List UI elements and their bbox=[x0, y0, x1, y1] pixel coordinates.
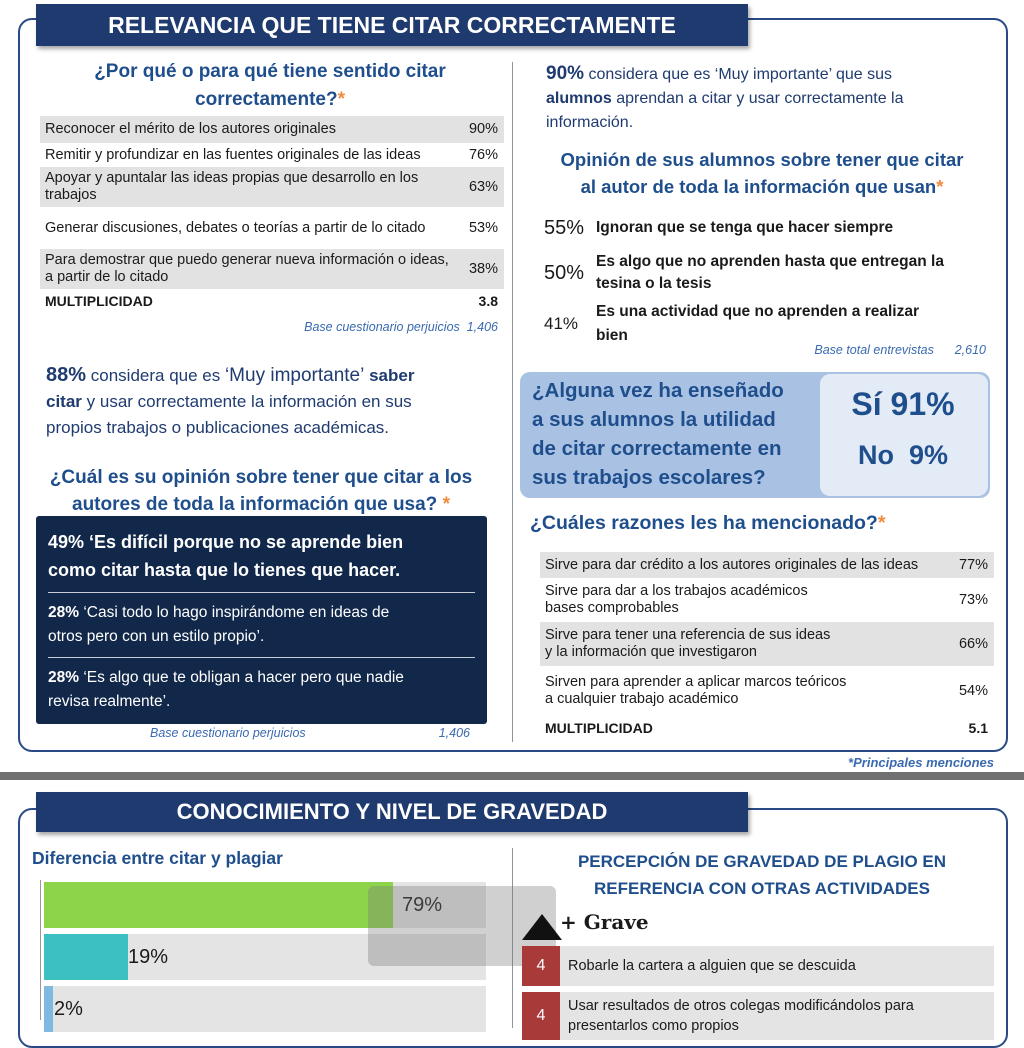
stat-88: 88% considera que es ‘Muy importante’ saber citar y usar correctamente la información en sus propios trabajos o publicaciones académicas. bbox=[46, 364, 415, 437]
section1-divider bbox=[512, 62, 513, 742]
multiplicity-row: MULTIPLICIDAD 3.8 bbox=[45, 292, 498, 309]
q1-table bbox=[40, 116, 504, 313]
bar bbox=[44, 934, 128, 980]
table-row: Sirve para dar crédito a los autores originales de las ideas 77% bbox=[540, 552, 994, 578]
multiplicity-row: MULTIPLICIDAD 5.1 bbox=[545, 719, 988, 736]
reasons-title: ¿Cuáles razones les ha mencionado?* bbox=[530, 512, 886, 534]
table-row: Generar discusiones, debates o teorías a partir de lo citado 53% bbox=[45, 219, 498, 236]
base-note-2: Base cuestionario perjuicios 1,406 bbox=[150, 726, 470, 740]
table-row: Apoyar y apuntalar las ideas propias que desarrollo en los trabajos 63% bbox=[40, 167, 504, 207]
activities-list bbox=[522, 946, 994, 1040]
rank-badge: 4 bbox=[522, 992, 560, 1040]
yes-answer: Sí 91% bbox=[851, 386, 955, 422]
students-opinion-title: Opinión de sus alumnos sobre tener que citar al autor de toda la información que usan* bbox=[560, 149, 964, 197]
table-row: Sirven para aprender a aplicar marcos teóricos a cualquier trabajo académico 54% bbox=[545, 674, 988, 707]
bar bbox=[44, 882, 393, 928]
q1-title: ¿Por qué o para qué tiene sentido citar correctamente?* bbox=[94, 61, 446, 110]
list-item: 50% Es algo que no aprenden hasta que entregan la tesina o la tesis bbox=[544, 253, 944, 292]
reasons-table bbox=[540, 552, 994, 740]
quote-item: 28% ‘Es algo que te obligan a hacer pero que nadie revisa realmente’. bbox=[48, 669, 404, 710]
bar-track bbox=[44, 986, 486, 1032]
stat-90: 90% considera que es ‘Muy importante’ que sus alumnos aprendan a citar y usar correctamente la información. bbox=[546, 63, 904, 131]
bar-label: 19% bbox=[128, 946, 169, 968]
section2-title: CONOCIMIENTO Y NIVEL DE GRAVEDAD bbox=[36, 792, 748, 832]
base-note: Base cuestionario perjuicios 1,406 bbox=[304, 320, 498, 334]
gravity-title: PERCEPCIÓN DE GRAVEDAD DE PLAGIO EN REFERENCIA CON OTRAS ACTIVIDADES bbox=[577, 852, 947, 898]
section1-title: RELEVANCIA QUE TIENE CITAR CORRECTAMENTE bbox=[36, 4, 748, 46]
bar-label: 79% bbox=[402, 894, 443, 916]
quote-item: 49% ‘Es difícil porque no se aprende bien como citar hasta que lo tienes que hacer. bbox=[48, 528, 475, 593]
no-answer: No 9% bbox=[857, 440, 949, 470]
list-item: 4 Usar resultados de otros colegas modificándolos para presentarlos como propios bbox=[522, 992, 994, 1040]
diff-title: Diferencia entre citar y plagiar bbox=[32, 848, 283, 868]
students-opinion-list bbox=[544, 213, 996, 349]
section-separator bbox=[0, 772, 1024, 780]
table-row: Para demostrar que puedo generar nueva información o ideas, a partir de lo citado 38% bbox=[40, 249, 504, 289]
footnote: *Principales menciones bbox=[848, 755, 994, 770]
list-item: 4 Robarle la cartera a alguien que se descuida bbox=[522, 946, 994, 986]
grave-arrow-icon bbox=[522, 914, 562, 940]
table-row: Sirve para tener una referencia de sus ideas y la información que investigaron 66% bbox=[540, 622, 994, 666]
taught-question: ¿Alguna vez ha enseñado a sus alumnos la utilidad de citar correctamente en sus trabajos escolares? bbox=[532, 379, 784, 489]
base-note-3: Base total entrevistas 2,610 bbox=[814, 343, 986, 357]
table-row: Reconocer el mérito de los autores originales 90% bbox=[40, 116, 504, 143]
q2-title: ¿Cuál es su opinión sobre tener que citar a los autores de toda la información que usa? * bbox=[49, 467, 473, 515]
bar-axis bbox=[40, 880, 41, 1020]
bar bbox=[44, 986, 53, 1032]
quotes-box bbox=[36, 516, 487, 724]
list-item: 41% Es una actividad que no aprenden a realizar bien bbox=[544, 303, 920, 344]
quote-item: 28% ‘Casi todo lo hago inspirándome en ideas de otros pero con un estilo propio’. bbox=[48, 593, 475, 658]
list-item: 55% Ignoran que se tenga que hacer siempre bbox=[544, 216, 894, 239]
grave-label: + Grave bbox=[560, 910, 649, 934]
rank-badge: 4 bbox=[522, 946, 560, 986]
table-row: Remitir y profundizar en las fuentes originales de las ideas 76% bbox=[45, 146, 498, 163]
bar-label: 2% bbox=[54, 998, 83, 1020]
table-row: Sirve para dar a los trabajos académicos bases comprobables 73% bbox=[545, 583, 988, 616]
